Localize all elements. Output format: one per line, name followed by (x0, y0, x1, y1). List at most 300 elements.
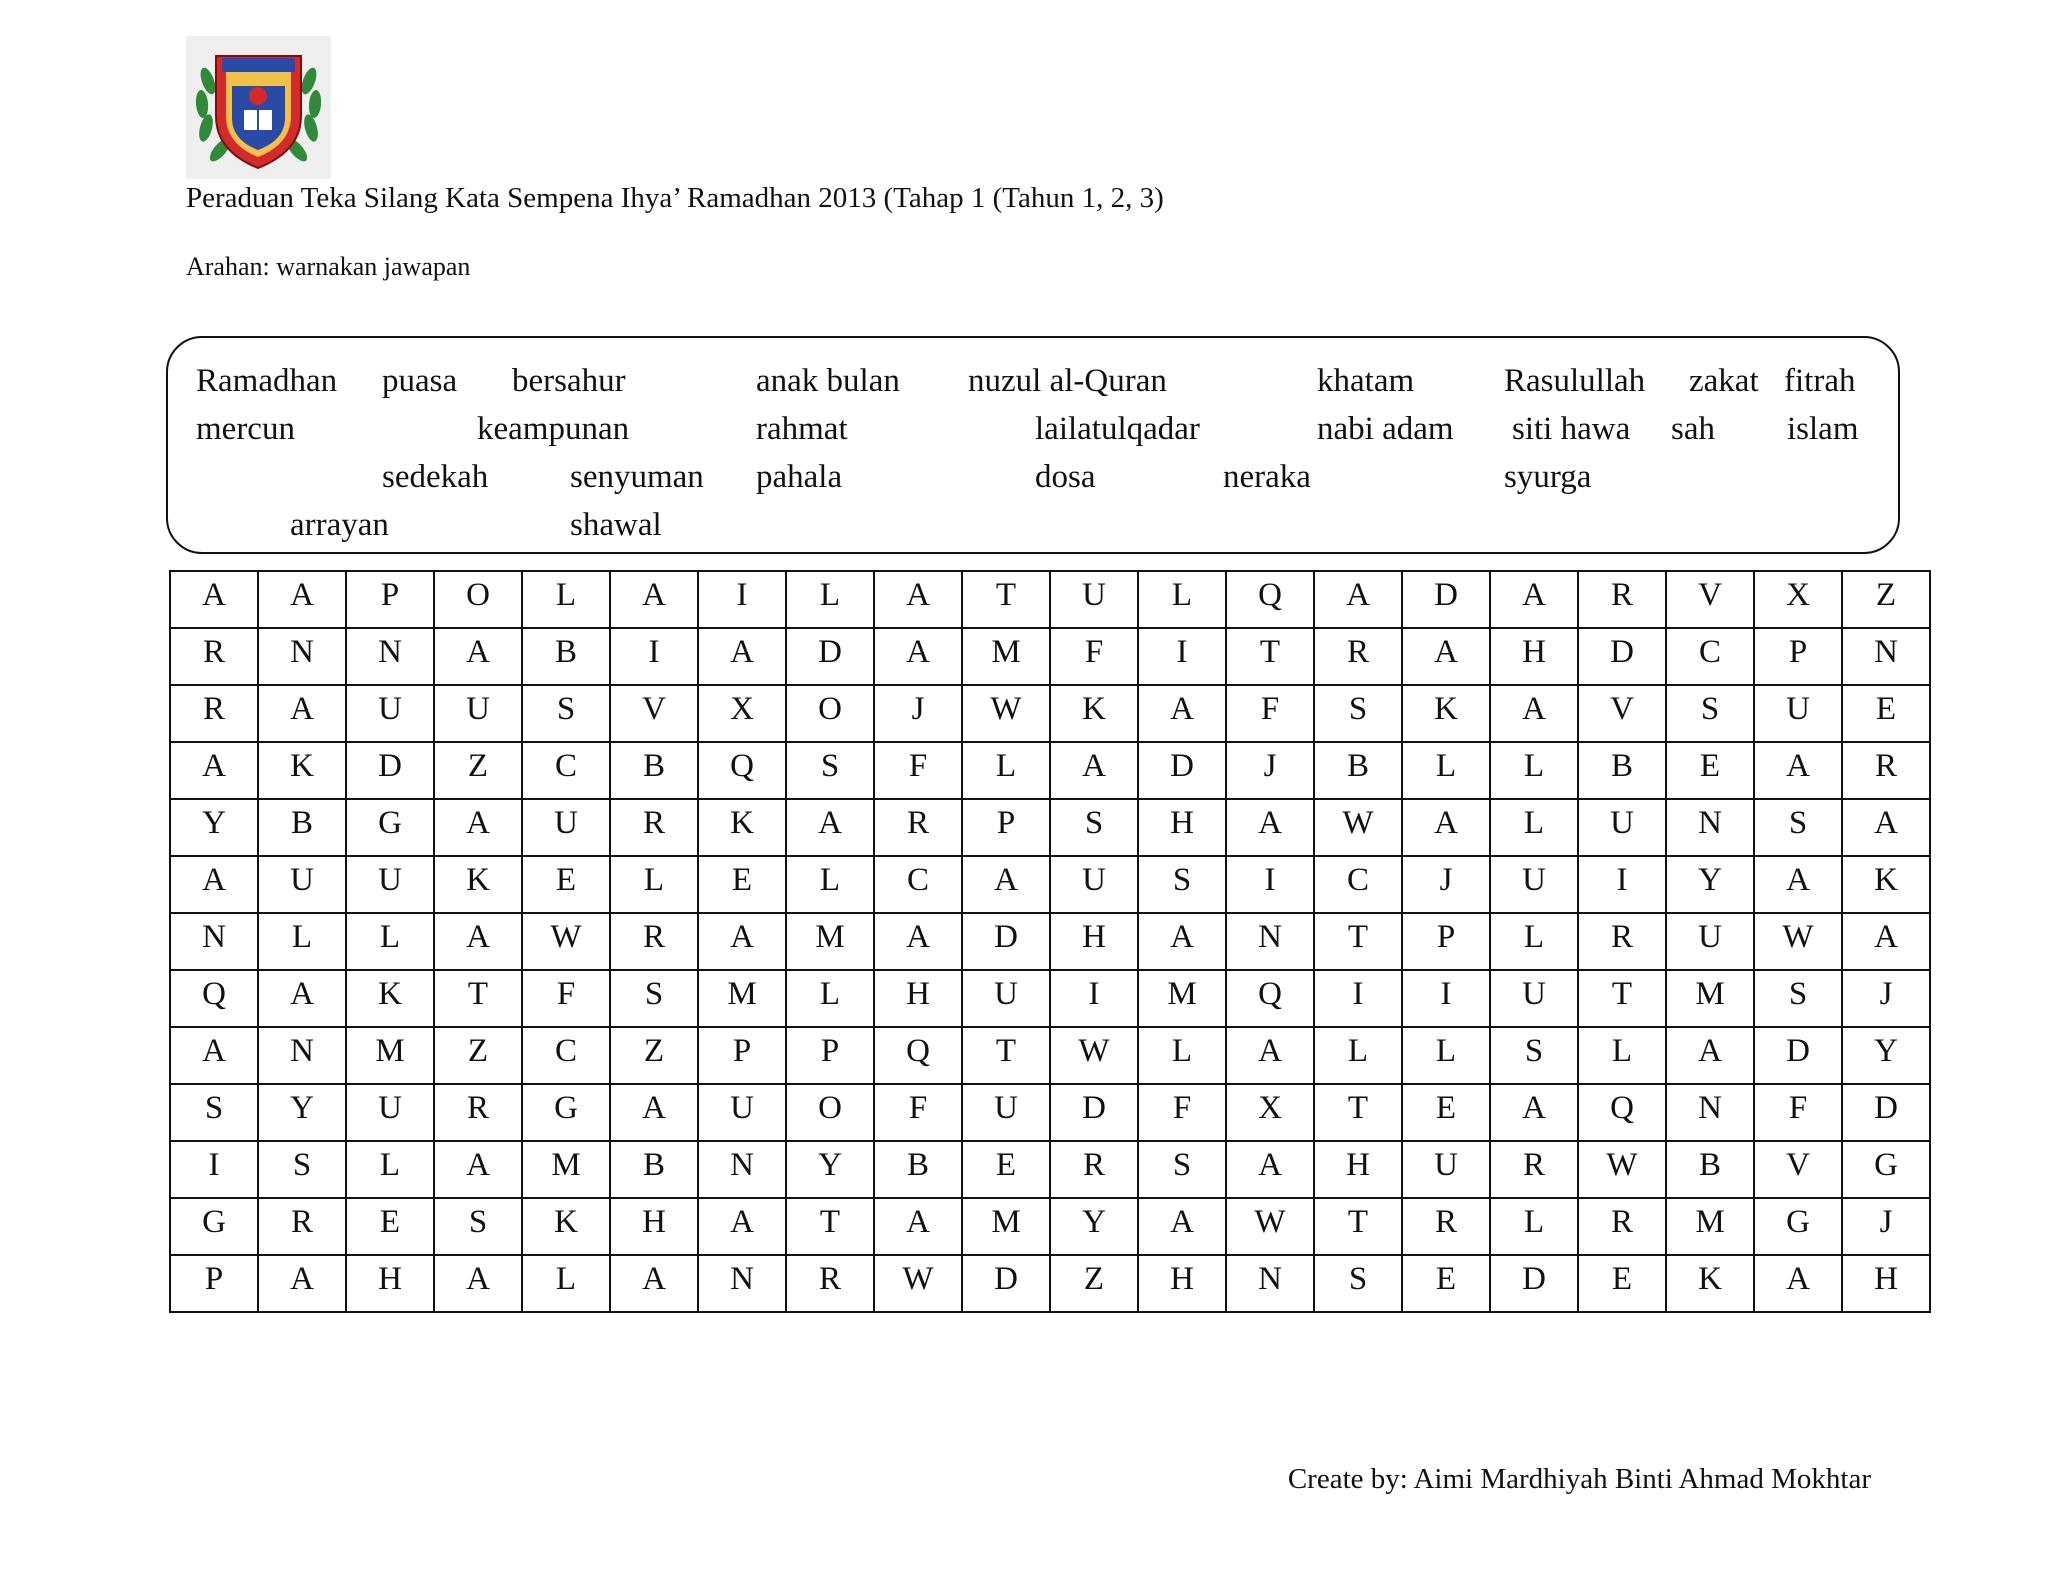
grid-cell[interactable]: T (786, 1198, 874, 1255)
grid-cell[interactable]: J (1842, 1198, 1930, 1255)
grid-cell[interactable]: F (1754, 1084, 1842, 1141)
grid-cell[interactable]: I (1226, 856, 1314, 913)
grid-cell[interactable]: P (698, 1027, 786, 1084)
word-bank-item: sah (1671, 411, 1715, 447)
grid-cell[interactable]: U (698, 1084, 786, 1141)
grid-cell[interactable]: D (1490, 1255, 1578, 1312)
grid-cell[interactable]: F (1138, 1084, 1226, 1141)
grid-cell[interactable]: P (1402, 913, 1490, 970)
grid-cell[interactable]: U (434, 685, 522, 742)
grid-cell[interactable]: S (610, 970, 698, 1027)
grid-cell[interactable]: A (1050, 742, 1138, 799)
grid-cell[interactable]: W (522, 913, 610, 970)
grid-row (170, 1027, 1930, 1084)
grid-cell[interactable]: J (874, 685, 962, 742)
grid-cell[interactable]: R (170, 685, 258, 742)
grid-row (170, 1255, 1930, 1312)
grid-cell[interactable]: N (698, 1255, 786, 1312)
grid-cell[interactable]: G (346, 799, 434, 856)
grid-cell[interactable]: E (522, 856, 610, 913)
grid-cell[interactable]: R (1050, 1141, 1138, 1198)
grid-cell[interactable]: R (434, 1084, 522, 1141)
grid-cell[interactable]: R (610, 913, 698, 970)
grid-row (170, 1141, 1930, 1198)
grid-cell[interactable]: T (962, 571, 1050, 628)
grid-cell[interactable]: A (698, 1198, 786, 1255)
grid-cell[interactable]: S (1754, 970, 1842, 1027)
grid-cell[interactable]: C (1666, 628, 1754, 685)
grid-cell[interactable]: T (1226, 628, 1314, 685)
grid-cell[interactable]: A (1842, 913, 1930, 970)
grid-cell[interactable]: G (1842, 1141, 1930, 1198)
grid-cell[interactable]: H (346, 1255, 434, 1312)
word-bank-item: sedekah (382, 459, 489, 495)
grid-cell[interactable]: K (698, 799, 786, 856)
grid-cell[interactable]: S (258, 1141, 346, 1198)
grid-cell[interactable]: D (1754, 1027, 1842, 1084)
grid-cell[interactable]: E (1402, 1084, 1490, 1141)
grid-cell[interactable]: A (874, 913, 962, 970)
grid-cell[interactable]: Q (1226, 970, 1314, 1027)
grid-cell[interactable]: U (1050, 571, 1138, 628)
grid-cell[interactable]: B (1578, 742, 1666, 799)
grid-cell[interactable]: M (1138, 970, 1226, 1027)
grid-cell[interactable]: L (522, 1255, 610, 1312)
grid-cell[interactable]: D (962, 1255, 1050, 1312)
grid-cell[interactable]: F (874, 742, 962, 799)
grid-cell[interactable]: U (1402, 1141, 1490, 1198)
grid-cell[interactable]: Z (434, 742, 522, 799)
grid-cell[interactable]: J (1226, 742, 1314, 799)
grid-cell[interactable]: X (1754, 571, 1842, 628)
grid-cell[interactable]: F (874, 1084, 962, 1141)
grid-cell[interactable]: H (1050, 913, 1138, 970)
grid-cell[interactable]: T (1314, 913, 1402, 970)
word-bank-item: puasa (382, 363, 458, 399)
grid-cell[interactable]: L (346, 1141, 434, 1198)
grid-cell[interactable]: L (786, 970, 874, 1027)
word-bank-item: neraka (1223, 459, 1311, 495)
grid-cell[interactable]: Y (1050, 1198, 1138, 1255)
grid-row (170, 742, 1930, 799)
grid-row (170, 628, 1930, 685)
grid-cell[interactable]: M (786, 913, 874, 970)
grid-cell[interactable]: Y (170, 799, 258, 856)
grid-cell[interactable]: A (1490, 1084, 1578, 1141)
word-bank-item: lailatulqadar (1035, 411, 1200, 447)
word-bank-item: khatam (1317, 363, 1415, 399)
grid-cell[interactable]: H (610, 1198, 698, 1255)
grid-cell[interactable]: H (1138, 1255, 1226, 1312)
grid-cell[interactable]: W (1226, 1198, 1314, 1255)
grid-cell[interactable]: A (1138, 685, 1226, 742)
grid-cell[interactable]: A (170, 571, 258, 628)
grid-cell[interactable]: K (1050, 685, 1138, 742)
grid-cell[interactable]: U (1578, 799, 1666, 856)
grid-cell[interactable]: E (1578, 1255, 1666, 1312)
grid-cell[interactable]: I (1138, 628, 1226, 685)
word-bank-item: mercun (196, 411, 295, 447)
grid-cell[interactable]: U (346, 1084, 434, 1141)
word-bank-item: syurga (1504, 459, 1592, 495)
grid-row (170, 1084, 1930, 1141)
grid-cell[interactable]: M (522, 1141, 610, 1198)
grid-cell[interactable]: U (346, 685, 434, 742)
grid-cell[interactable]: O (786, 1084, 874, 1141)
grid-row (170, 685, 1930, 742)
word-bank-item: keampunan (477, 411, 630, 447)
grid-cell[interactable]: C (1314, 856, 1402, 913)
grid-cell[interactable]: P (962, 799, 1050, 856)
grid-row (170, 913, 1930, 970)
grid-cell[interactable]: L (1490, 1198, 1578, 1255)
grid-cell[interactable]: B (522, 628, 610, 685)
grid-cell[interactable]: D (1138, 742, 1226, 799)
grid-cell[interactable]: S (434, 1198, 522, 1255)
grid-cell[interactable]: L (1490, 913, 1578, 970)
grid-cell[interactable]: T (1578, 970, 1666, 1027)
grid-cell[interactable]: W (962, 685, 1050, 742)
grid-cell[interactable]: N (1666, 1084, 1754, 1141)
grid-cell[interactable]: L (1490, 742, 1578, 799)
grid-cell[interactable]: Q (698, 742, 786, 799)
grid-cell[interactable]: L (1314, 1027, 1402, 1084)
grid-cell[interactable]: Y (258, 1084, 346, 1141)
grid-cell[interactable]: W (1314, 799, 1402, 856)
grid-cell[interactable]: R (1842, 742, 1930, 799)
grid-cell[interactable]: V (1578, 685, 1666, 742)
grid-cell[interactable]: N (170, 913, 258, 970)
grid-cell[interactable]: N (346, 628, 434, 685)
grid-cell[interactable]: U (522, 799, 610, 856)
grid-cell[interactable]: U (962, 1084, 1050, 1141)
grid-cell[interactable]: A (434, 1141, 522, 1198)
grid-cell[interactable]: A (1402, 799, 1490, 856)
grid-cell[interactable]: U (258, 856, 346, 913)
word-bank-item: anak bulan (756, 363, 900, 399)
grid-cell[interactable]: L (962, 742, 1050, 799)
grid-cell[interactable]: R (1402, 1198, 1490, 1255)
grid-cell[interactable]: C (522, 742, 610, 799)
grid-cell[interactable]: M (698, 970, 786, 1027)
grid-cell[interactable]: A (1754, 742, 1842, 799)
grid-cell[interactable]: Q (1226, 571, 1314, 628)
school-logo (186, 36, 331, 179)
grid-cell[interactable]: A (1226, 1027, 1314, 1084)
grid-cell[interactable]: K (522, 1198, 610, 1255)
grid-cell[interactable]: A (258, 571, 346, 628)
grid-cell[interactable]: S (1314, 685, 1402, 742)
grid-cell[interactable]: A (170, 742, 258, 799)
grid-cell[interactable]: E (1842, 685, 1930, 742)
grid-cell[interactable]: Y (1842, 1027, 1930, 1084)
grid-cell[interactable]: S (522, 685, 610, 742)
grid-row (170, 856, 1930, 913)
grid-cell[interactable]: E (1666, 742, 1754, 799)
grid-cell[interactable]: L (258, 913, 346, 970)
grid-cell[interactable]: A (610, 1255, 698, 1312)
grid-cell[interactable]: X (1226, 1084, 1314, 1141)
grid-cell[interactable]: M (346, 1027, 434, 1084)
grid-cell[interactable]: A (258, 970, 346, 1027)
grid-cell[interactable]: T (1314, 1084, 1402, 1141)
grid-cell[interactable]: K (258, 742, 346, 799)
grid-cell[interactable]: L (1402, 1027, 1490, 1084)
grid-cell[interactable]: M (1666, 1198, 1754, 1255)
grid-cell[interactable]: R (1314, 628, 1402, 685)
grid-cell[interactable]: A (170, 856, 258, 913)
grid-cell[interactable]: T (434, 970, 522, 1027)
grid-cell[interactable]: G (1754, 1198, 1842, 1255)
grid-cell[interactable]: A (874, 571, 962, 628)
grid-cell[interactable]: A (1754, 1255, 1842, 1312)
grid-cell[interactable]: A (1666, 1027, 1754, 1084)
grid-cell[interactable]: S (1138, 1141, 1226, 1198)
grid-cell[interactable]: R (170, 628, 258, 685)
grid-cell[interactable]: P (346, 571, 434, 628)
grid-cell[interactable]: M (962, 628, 1050, 685)
grid-cell[interactable]: V (1754, 1141, 1842, 1198)
grid-cell[interactable]: K (1666, 1255, 1754, 1312)
grid-cell[interactable]: B (874, 1141, 962, 1198)
grid-cell[interactable]: I (1314, 970, 1402, 1027)
grid-cell[interactable]: C (522, 1027, 610, 1084)
word-bank-item: arrayan (290, 507, 389, 543)
grid-cell[interactable]: Z (434, 1027, 522, 1084)
grid-cell[interactable]: N (1666, 799, 1754, 856)
grid-cell[interactable]: B (610, 742, 698, 799)
grid-cell[interactable]: R (258, 1198, 346, 1255)
grid-cell[interactable]: A (258, 1255, 346, 1312)
grid-cell[interactable]: I (1402, 970, 1490, 1027)
grid-cell[interactable]: Z (1842, 571, 1930, 628)
grid-cell[interactable]: B (258, 799, 346, 856)
grid-cell[interactable]: Y (786, 1141, 874, 1198)
grid-cell[interactable]: M (1666, 970, 1754, 1027)
grid-cell[interactable]: Z (610, 1027, 698, 1084)
grid-cell[interactable]: Q (1578, 1084, 1666, 1141)
grid-cell[interactable]: Q (874, 1027, 962, 1084)
grid-cell[interactable]: U (1050, 856, 1138, 913)
grid-cell[interactable]: S (1050, 799, 1138, 856)
grid-cell[interactable]: U (1490, 970, 1578, 1027)
grid-cell[interactable]: A (610, 571, 698, 628)
grid-cell[interactable]: A (698, 913, 786, 970)
grid-cell[interactable]: S (1314, 1255, 1402, 1312)
grid-cell[interactable]: L (1490, 799, 1578, 856)
grid-cell[interactable]: D (786, 628, 874, 685)
grid-cell[interactable]: D (346, 742, 434, 799)
grid-cell[interactable]: A (874, 1198, 962, 1255)
grid-cell[interactable]: A (434, 913, 522, 970)
grid-cell[interactable]: A (1842, 799, 1930, 856)
grid-cell[interactable]: H (1314, 1141, 1402, 1198)
grid-cell[interactable]: H (1490, 628, 1578, 685)
grid-cell[interactable]: F (1226, 685, 1314, 742)
word-bank-item: islam (1787, 411, 1859, 447)
grid-row (170, 1198, 1930, 1255)
grid-cell[interactable]: W (1754, 913, 1842, 970)
grid-cell[interactable]: I (1050, 970, 1138, 1027)
word-bank-item: nuzul al-Quran (968, 363, 1167, 399)
grid-cell[interactable]: O (434, 571, 522, 628)
grid-cell[interactable]: S (1138, 856, 1226, 913)
grid-cell[interactable]: N (1226, 1255, 1314, 1312)
grid-cell[interactable]: A (434, 799, 522, 856)
grid-cell[interactable]: E (698, 856, 786, 913)
grid-cell[interactable]: F (1050, 628, 1138, 685)
grid-cell[interactable]: Q (170, 970, 258, 1027)
grid-cell[interactable]: A (1402, 628, 1490, 685)
word-bank-item: pahala (756, 459, 843, 495)
word-bank-item: Rasulullah (1504, 363, 1646, 399)
grid-cell[interactable]: A (698, 628, 786, 685)
grid-cell[interactable]: V (610, 685, 698, 742)
grid-cell[interactable]: J (1842, 970, 1930, 1027)
grid-cell[interactable]: L (522, 571, 610, 628)
grid-cell[interactable]: R (786, 1255, 874, 1312)
grid-cell[interactable]: D (1578, 628, 1666, 685)
word-bank-item: siti hawa (1512, 411, 1631, 447)
grid-cell[interactable]: V (1666, 571, 1754, 628)
grid-cell[interactable]: Y (1666, 856, 1754, 913)
grid-cell[interactable]: M (962, 1198, 1050, 1255)
grid-cell[interactable]: S (1754, 799, 1842, 856)
grid-cell[interactable]: L (1138, 1027, 1226, 1084)
grid-cell[interactable]: Z (1050, 1255, 1138, 1312)
grid-cell[interactable]: L (1138, 571, 1226, 628)
grid-cell[interactable]: C (874, 856, 962, 913)
grid-cell[interactable]: A (610, 1084, 698, 1141)
grid-cell[interactable]: L (786, 571, 874, 628)
grid-cell[interactable]: A (874, 628, 962, 685)
grid-cell[interactable]: I (170, 1141, 258, 1198)
grid-cell[interactable]: K (346, 970, 434, 1027)
grid-cell[interactable]: U (346, 856, 434, 913)
grid-cell[interactable]: P (786, 1027, 874, 1084)
grid-cell[interactable]: K (434, 856, 522, 913)
grid-cell[interactable]: I (610, 628, 698, 685)
word-bank-item: fitrah (1784, 363, 1856, 399)
grid-cell[interactable]: T (962, 1027, 1050, 1084)
grid-cell[interactable]: J (1402, 856, 1490, 913)
grid-cell[interactable]: U (1754, 685, 1842, 742)
grid-cell[interactable]: A (1138, 913, 1226, 970)
grid-cell[interactable]: B (1666, 1141, 1754, 1198)
grid-cell[interactable]: A (1754, 856, 1842, 913)
grid-cell[interactable]: N (1226, 913, 1314, 970)
grid-cell[interactable]: D (1402, 571, 1490, 628)
grid-cell[interactable]: S (170, 1084, 258, 1141)
grid-cell[interactable]: A (1226, 1141, 1314, 1198)
grid-cell[interactable]: F (522, 970, 610, 1027)
word-bank-item: rahmat (756, 411, 848, 447)
grid-cell[interactable]: N (258, 1027, 346, 1084)
grid-cell[interactable]: L (1578, 1027, 1666, 1084)
grid-cell[interactable]: D (1050, 1084, 1138, 1141)
grid-cell[interactable]: A (1314, 571, 1402, 628)
grid-cell[interactable]: R (1490, 1141, 1578, 1198)
grid-cell[interactable]: R (1578, 913, 1666, 970)
grid-cell[interactable]: A (786, 799, 874, 856)
word-bank-item: nabi adam (1317, 411, 1454, 447)
grid-cell[interactable]: P (170, 1255, 258, 1312)
grid-cell[interactable]: P (1754, 628, 1842, 685)
grid-cell[interactable]: A (1490, 685, 1578, 742)
grid-cell[interactable]: A (1138, 1198, 1226, 1255)
grid-cell[interactable]: A (434, 628, 522, 685)
grid-cell[interactable]: K (1842, 856, 1930, 913)
grid-cell[interactable]: D (1842, 1084, 1930, 1141)
grid-cell[interactable]: L (1402, 742, 1490, 799)
word-bank-item: dosa (1035, 459, 1096, 495)
grid-cell[interactable]: N (1842, 628, 1930, 685)
grid-cell[interactable]: A (258, 685, 346, 742)
grid-cell[interactable]: S (1666, 685, 1754, 742)
grid-cell[interactable]: H (1842, 1255, 1930, 1312)
grid-cell[interactable]: R (874, 799, 962, 856)
author-credit: Create by: Aimi Mardhiyah Binti Ahmad Mokhtar (1287, 1463, 1871, 1495)
grid-cell[interactable]: W (874, 1255, 962, 1312)
grid-cell[interactable]: A (434, 1255, 522, 1312)
grid-cell[interactable]: K (1402, 685, 1490, 742)
grid-cell[interactable]: U (962, 970, 1050, 1027)
instruction-text: Arahan: warnakan jawapan (186, 252, 471, 281)
grid-cell[interactable]: L (346, 913, 434, 970)
word-bank-item: zakat (1689, 363, 1759, 399)
grid-cell[interactable]: B (610, 1141, 698, 1198)
grid-row (170, 571, 1930, 628)
grid-cell[interactable]: E (346, 1198, 434, 1255)
grid-cell[interactable]: B (1314, 742, 1402, 799)
word-bank-item: shawal (570, 507, 662, 543)
grid-cell[interactable]: X (698, 685, 786, 742)
grid-cell[interactable]: D (962, 913, 1050, 970)
grid-cell[interactable]: N (258, 628, 346, 685)
grid-cell[interactable]: I (1578, 856, 1666, 913)
grid-cell[interactable]: G (522, 1084, 610, 1141)
grid-cell[interactable]: G (170, 1198, 258, 1255)
grid-cell[interactable]: N (698, 1141, 786, 1198)
page-title: Peraduan Teka Silang Kata Sempena Ihya’ Ramadhan 2013 (Tahap 1 (Tahun 1, 2, 3) (186, 182, 1164, 214)
grid-cell[interactable]: I (698, 571, 786, 628)
grid-cell[interactable]: U (1490, 856, 1578, 913)
word-bank-item: Ramadhan (196, 363, 338, 399)
grid-cell[interactable]: L (786, 856, 874, 913)
grid-cell[interactable]: W (1578, 1141, 1666, 1198)
grid-cell[interactable]: A (1490, 571, 1578, 628)
grid-cell[interactable]: A (170, 1027, 258, 1084)
grid-cell[interactable]: A (962, 856, 1050, 913)
grid-cell[interactable]: U (1666, 913, 1754, 970)
grid-cell[interactable]: S (786, 742, 874, 799)
grid-cell[interactable]: H (1138, 799, 1226, 856)
grid-cell[interactable]: E (1402, 1255, 1490, 1312)
grid-cell[interactable]: E (962, 1141, 1050, 1198)
grid-cell[interactable]: T (1314, 1198, 1402, 1255)
grid-cell[interactable]: H (874, 970, 962, 1027)
grid-cell[interactable]: R (610, 799, 698, 856)
grid-cell[interactable]: O (786, 685, 874, 742)
grid-cell[interactable]: A (1226, 799, 1314, 856)
grid-cell[interactable]: L (610, 856, 698, 913)
grid-cell[interactable]: R (1578, 571, 1666, 628)
grid-row (170, 970, 1930, 1027)
grid-cell[interactable]: S (1490, 1027, 1578, 1084)
grid-cell[interactable]: W (1050, 1027, 1138, 1084)
word-bank-item: bersahur (512, 363, 626, 399)
grid-cell[interactable]: R (1578, 1198, 1666, 1255)
